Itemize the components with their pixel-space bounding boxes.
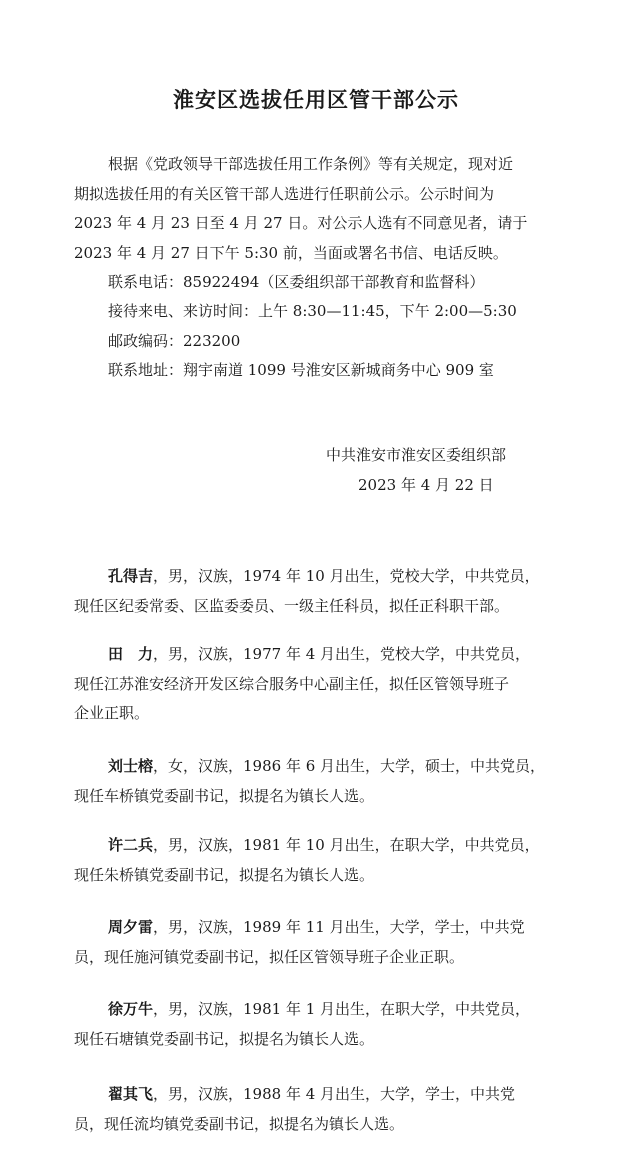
intro-paragraph	[74, 150, 574, 268]
person-detail-line: 现任朱桥镇党委副书记，拟提名为镇长人选。	[74, 865, 375, 884]
person-name: 刘士榕	[108, 757, 154, 775]
person-name: 周夕雷	[108, 918, 154, 936]
person-detail-line: 员，现任施河镇党委副书记，拟任区管领导班子企业正职。	[74, 947, 465, 966]
person-entry	[74, 831, 574, 890]
person-detail-line: 员，现任流均镇党委副书记，拟提名为镇长人选。	[74, 1114, 405, 1133]
person-name: 许二兵	[108, 836, 154, 854]
person-detail: ，男，汉族，1988 年 4 月出生，大学，学士，中共党	[153, 1085, 516, 1103]
contact-address: 联系地址：翔宇南道 1099 号淮安区新城商务中心 909 室	[108, 361, 494, 379]
person-entry	[74, 562, 574, 621]
person-detail-line: 企业正职。	[74, 704, 150, 722]
person-detail-line: 现任车桥镇党委副书记，拟提名为镇长人选。	[74, 786, 375, 805]
person-detail: ，男，汉族，1977 年 4 月出生，党校大学，中共党员，	[153, 645, 531, 663]
person-entry	[74, 995, 574, 1054]
person-entry	[74, 1080, 574, 1139]
contact-postcode: 邮政编码：223200	[108, 332, 241, 350]
person-detail: ，男，汉族，1981 年 10 月出生，在职大学，中共党员，	[153, 836, 540, 854]
person-detail-line: 现任区纪委常委、区监委委员、一级主任科员，拟任正科职干部。	[74, 596, 510, 615]
contact-hours: 接待来电、来访时间：上午 8:30—11:45，下午 2:00—5:30	[108, 302, 517, 320]
person-detail: ，男，汉族，1974 年 10 月出生，党校大学，中共党员，	[153, 567, 540, 585]
page-title: 淮安区选拔任用区管干部公示	[173, 88, 459, 112]
intro-line: 期拟选拔任用的有关区管干部人选进行任职前公示。公示时间为	[74, 184, 495, 203]
person-entry	[74, 913, 574, 972]
person-name: 徐万牛	[108, 1000, 154, 1018]
intro-line: 2023 年 4 月 23 日至 4 月 27 日。对公示人选有不同意见者，请于	[74, 214, 528, 232]
intro-line: 根据《党政领导干部选拔任用工作条例》等有关规定，现对近	[108, 155, 514, 173]
person-detail: ，女，汉族，1986 年 6 月出生，大学，硕士，中共党员，	[153, 757, 546, 775]
person-name: 孔得吉	[108, 567, 154, 585]
person-name: 翟其飞	[108, 1085, 154, 1103]
person-detail-line: 现任石塘镇党委副书记，拟提名为镇长人选。	[74, 1029, 375, 1048]
person-name: 田 力	[108, 645, 154, 663]
signature-date: 2023 年 4 月 22 日	[358, 476, 494, 494]
person-detail: ，男，汉族，1989 年 11 月出生，大学，学士，中共党	[153, 918, 525, 936]
signature-org: 中共淮安市淮安区委组织部	[326, 446, 507, 464]
intro-line: 2023 年 4 月 27 日下午 5:30 前，当面或署名书信、电话反映。	[74, 243, 508, 262]
person-entry	[74, 752, 574, 811]
contact-phone: 联系电话：85922494（区委组织部干部教育和监督科）	[108, 273, 485, 291]
person-entry	[74, 640, 574, 729]
person-detail: ，男，汉族，1981 年 1 月出生，在职大学，中共党员，	[153, 1000, 531, 1018]
person-detail-line: 现任江苏淮安经济开发区综合服务中心副主任，拟任区管领导班子	[74, 674, 510, 693]
